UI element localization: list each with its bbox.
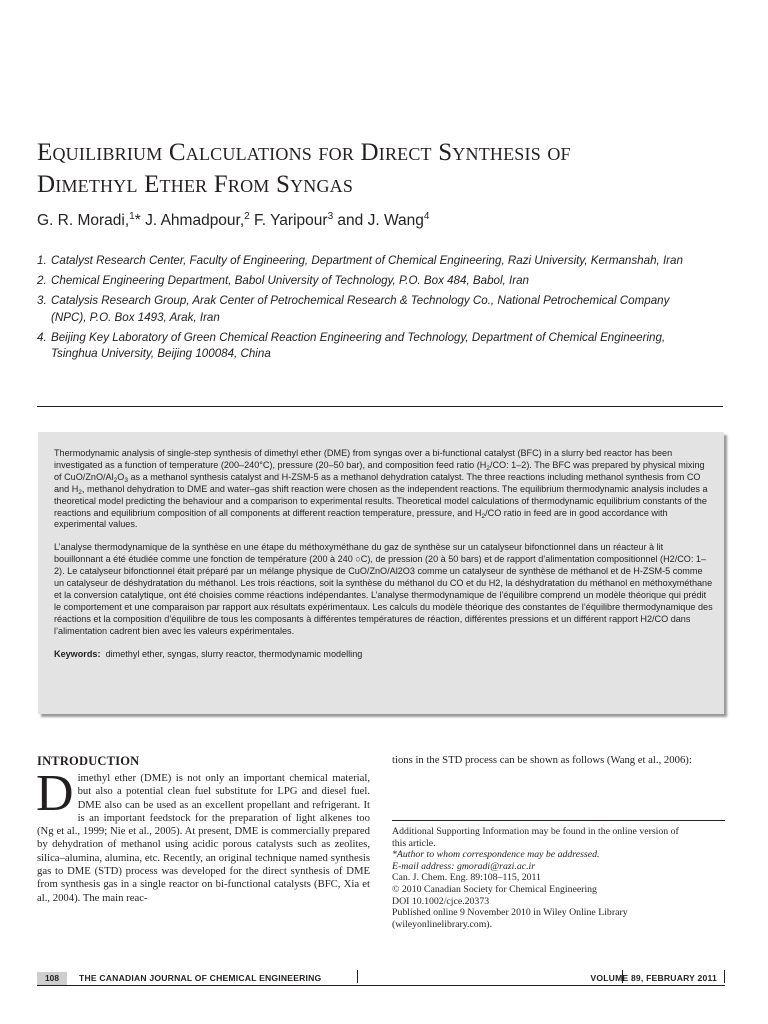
volume-info: VOLUME 89, FEBRUARY 2011: [590, 973, 717, 983]
footer-separator: [357, 970, 358, 983]
author-name: and J. Wang: [333, 212, 424, 229]
affiliation-text: Catalyst Research Center, Faculty of Engineering, Department of Chemical Engineering, Razi University, Kermanshah, Iran: [51, 254, 683, 267]
footnotes: [392, 826, 732, 930]
subscript: 2: [113, 476, 118, 484]
affiliation-number: 1.: [37, 254, 47, 267]
page-number: 108: [37, 972, 67, 985]
abstract-text: Thermodynamic analysis of single-step synthesis of dimethyl ether (DME) from syngas over a bi-functional catalyst (BFC) in a slurry bed reactor has been investigated as a function of temperature (200–240°C), pressure (20–50 bar), and composition feed ratio (H: [54, 448, 673, 470]
footnote-copyright: © 2010 Canadian Society for Chemical Engineering: [392, 883, 597, 895]
affiliation-item: [37, 330, 737, 362]
article-title: [37, 137, 737, 201]
footnote-published: Published online 9 November 2010 in Wiley Online Library: [392, 907, 628, 919]
footnote-divider: [392, 820, 725, 821]
abstract-english: [54, 448, 714, 531]
abstract-text: /CO: 1–2). The BFC was prepared by physical mixing of CuO/ZnO/Al: [54, 459, 705, 482]
subscript: 2: [481, 512, 486, 520]
affiliation-item: [37, 253, 737, 269]
affiliation-text: Beijing Key Laboratory of Green Chemical Reaction Engineering and Technology, Department of Chemical Engineering, Tsinghua University, Beijing 100084, China: [51, 330, 666, 361]
abstract-french: L’analyse thermodynamique de la synthèse en une étape du méthoxyméthane du gaz de synthèse sur un catalyseur bifonctionnel dans un réacteur à lit bouillonnant a été étudiée comme une fonction de température (200 à 240 ○C), de pression (20 à 50 bars) et de rapport d’alimentation compositionnel (H2/CO: 1–2). Le catalyseur bifonctionnel était préparé par un mélange physique de CuO/ZnO/Al2O3 comme un catalyseur de synthèse de méthanol et de H-ZSM-5 comme un catalyseur de déshydratation du méthanol. Les trois réactions, soit la synthèse du méthanol du CO et du H2, la déshydratation du méthanol en méthoxyméthane et la conversion catalytique, ont été choisies comme réactions indépendantes. L’analyse thermodynamique de l’équilibre comprend un modèle théorique qui prédit le comportement et une comparaison par rapport aux résultats expérimentaux. Les calculs du modèle théorique des constantes de l’équilibre thermodynamique des réactions et la composition d’équilibre de tous les composants à différentes températures de réaction, différentes pressions et un différent rapport H2/CO dans l’alimentation cadrent bien avec les valeurs expérimentales.: [54, 542, 713, 636]
footnote-doi: DOI 10.1002/cjce.20373: [392, 895, 490, 907]
author-affiliation-marker: 2: [244, 211, 250, 222]
footnote-url: (wileyonlinelibrary.com).: [392, 918, 493, 930]
introduction-body: [36, 765, 370, 905]
page-footer: [37, 970, 725, 986]
author-name: G. R. Moradi,: [37, 212, 130, 229]
footnote-line: *Author to whom correspondence may be addressed.: [392, 849, 600, 861]
keywords-label: Keywords:: [54, 648, 101, 659]
footnote-line: Additional Supporting Information may be found in the online version of: [392, 826, 679, 837]
subscript: 3: [124, 476, 128, 484]
abstract-box: [38, 432, 724, 714]
affiliation-list: [37, 253, 737, 366]
author-affiliation-marker: 1: [129, 211, 135, 222]
drop-cap: D: [36, 765, 74, 822]
author-name: F. Yaripour: [249, 212, 328, 229]
affiliation-item: [37, 293, 737, 325]
affiliation-text: Chemical Engineering Department, Babol University of Technology, P.O. Box 484, Babol, Iran: [51, 274, 529, 288]
abstract-text: , methanol dehydration to DME and water–gas shift reaction were chosen as the independent reactions. The equilibrium thermodynamic analysis includes a theoretical model predicting the behaviour and a comparison to experimental results. Theoretical model calculations of thermodynamic equilibrium constants of the reactions and equilibrium composition of all components at different reaction temperature, pressure, and H: [54, 483, 708, 518]
footer-rule: [37, 985, 725, 986]
subscript: 2: [78, 488, 82, 496]
abstract-text: O: [117, 471, 125, 482]
author-affiliation-marker: 4: [423, 211, 430, 222]
footnote-citation: Can. J. Chem. Eng. 89:108–115, 2011: [392, 872, 541, 884]
footer-separator: [724, 970, 725, 983]
footnote-email: E-mail address: gmoradi@razi.ac.ir: [392, 860, 536, 872]
journal-name: THE CANADIAN JOURNAL OF CHEMICAL ENGINEERING: [79, 973, 322, 983]
keywords-text: dimethyl ether, syngas, slurry reactor, thermodynamic modelling: [105, 648, 363, 659]
author-name: * J. Ahmadpour,: [134, 212, 245, 229]
affiliation-number: 3.: [37, 294, 47, 308]
section-heading-introduction: INTRODUCTION: [37, 754, 140, 768]
right-column-text: tions in the STD process can be shown as follows (Wang et al., 2006):: [392, 754, 692, 766]
footnote-line: this article.: [392, 837, 436, 849]
abstract-content: [54, 448, 714, 661]
affiliation-text: Catalysis Research Group, Arak Center of Petrochemical Research & Technology Co., National Petrochemical Company (NPC), P.O. Box 1493, Arak, Iran: [51, 294, 670, 324]
header-divider: [37, 406, 723, 407]
affiliation-item: [37, 273, 737, 289]
affiliation-number: 2.: [37, 274, 47, 288]
author-affiliation-marker: 3: [327, 211, 334, 222]
title-line-1: Equilibrium Calculations for Direct Synthesis of: [37, 139, 571, 166]
keywords: [54, 649, 714, 661]
affiliation-number: 4.: [37, 330, 47, 344]
title-line-2: Dimethyl Ether From Syngas: [37, 171, 354, 198]
subscript: 2: [486, 464, 490, 472]
abstract-text: as a methanol synthesis catalyst and H-ZSM-5 as a methanol dehydration catalyst. The three reactions including methanol synthesis from CO and H: [54, 471, 701, 494]
introduction-text: imethyl ether (DME) is not only an important chemical material, but also a potential clean fuel substitute for LPG and diesel fuel. DME also can be used as an excellent propellant and refrigerant. It is an important feedstock for the preparation of light alkenes too (Ng et al., 1999; Nie et al., 2005). At present, DME is commercially prepared by dehydration of methanol using acidic porous catalysts such as zeolites, silica–alumina, alumina, etc. Recently, an original technique named synthesis gas to DME (STD) process was developed for the direct synthesis of DME from synthesis gas in a single reactor on bi-functional catalysts (BFC, Xia et al., 2004). The main reac-: [37, 772, 370, 904]
abstract-text: /CO ratio in feed are in good accordance with experimental values.: [54, 507, 668, 530]
author-list: [37, 212, 429, 230]
